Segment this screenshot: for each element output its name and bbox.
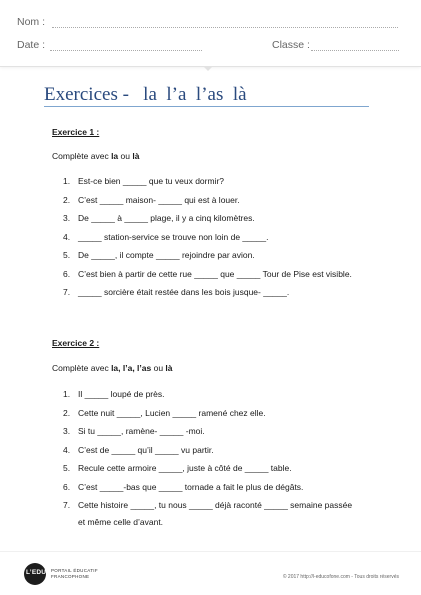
instruction-joiner: ou [151,363,166,373]
list-item [52,191,352,210]
date-line[interactable] [50,50,202,51]
item-number: 3. [63,213,71,223]
item-number: 6. [63,481,71,492]
item-text: De _____, il compte _____ rejoindre par avion. [78,250,255,260]
item-text: C’est de _____ qu’il _____ vu partir. [78,444,214,455]
item-number: 5. [63,250,71,260]
exercise-1-instruction [52,151,139,161]
item-text-continuation: et même celle d’avant. [78,516,164,527]
list-item [52,496,352,529]
list-item [52,404,352,423]
item-text: Cette histoire _____, tu nous _____ déjà raconté _____ semaine passée [78,500,353,510]
item-text: _____ station-service se trouve non loin de _____. [78,231,269,242]
item-text: De _____ à _____ plage, il y a cinq kilomètres. [78,213,255,223]
item-text: _____ sorcière était restée dans les bois jusque- _____. [78,287,290,297]
footer-divider [0,551,421,552]
item-text: Si tu _____, ramène- _____ -moi. [78,426,205,436]
item-text: C’est _____-bas que _____ tornade a fait le plus de dégâts. [78,481,304,492]
page-title: Exercices - la l’a l’as là [44,84,247,105]
portal-line-2: FRANCOPHONE [51,574,90,579]
item-number: 3. [63,426,71,436]
nom-line[interactable] [52,27,398,28]
list-item [52,422,352,441]
list-item [52,441,352,460]
instruction-terms: la [111,151,119,161]
exercise-2-list [52,385,352,529]
item-text: Cette nuit _____, Lucien _____ ramené chez elle. [78,407,266,418]
instruction-prefix: Complète avec [52,151,112,161]
copyright-text: © 2017 http://l-educofone.com - Tous droits réservés [282,574,399,580]
item-text: C’est bien à partir de cette rue _____ que _____ Tour de Pise est visible. [78,268,352,279]
item-number: 7. [63,287,71,297]
item-number: 1. [63,389,71,399]
exercise-2-instruction [52,363,173,373]
item-number: 7. [63,500,71,510]
list-item [52,265,352,284]
list-item [52,478,352,497]
portal-name [51,568,98,580]
name-date-header [0,0,421,67]
item-number: 2. [63,194,71,205]
instruction-joiner: ou [118,151,133,161]
exercise-2-title: Exercice 2 : [52,338,100,348]
classe-line[interactable] [311,50,399,51]
date-label: Date : [17,39,46,51]
item-text: Est-ce bien _____ que tu veux dormir? [78,176,225,186]
list-item [52,172,352,191]
item-number: 1. [63,176,71,186]
instruction-terms: la, l’a, l’as [111,363,152,373]
item-text: Il _____ loupé de près. [78,389,165,399]
logo-text: L’EDU [26,569,47,576]
portal-line-1: PORTAIL ÉDUCATIF [51,568,98,573]
title-underline [44,106,369,107]
item-number: 4. [63,231,71,242]
list-item [52,246,352,265]
list-item [52,228,352,247]
item-number: 6. [63,268,71,279]
list-item [52,385,352,404]
list-item [52,459,352,478]
item-number: 2. [63,407,71,418]
item-text: C’est _____ maison- _____ qui est à louer. [78,194,240,205]
instruction-last-term: là [165,363,173,373]
nom-label: Nom : [17,16,46,28]
item-number: 4. [63,444,71,455]
instruction-prefix: Complète avec [52,363,112,373]
item-number: 5. [63,463,71,473]
exercise-1-list [52,172,352,302]
classe-label: Classe : [272,39,310,51]
list-item [52,209,352,228]
item-text: Recule cette armoire _____, juste à côté de _____ table. [78,463,292,473]
instruction-last-term: là [132,151,140,161]
header-caret [203,66,213,71]
list-item [52,283,352,302]
exercise-1-title: Exercice 1 : [52,127,100,137]
